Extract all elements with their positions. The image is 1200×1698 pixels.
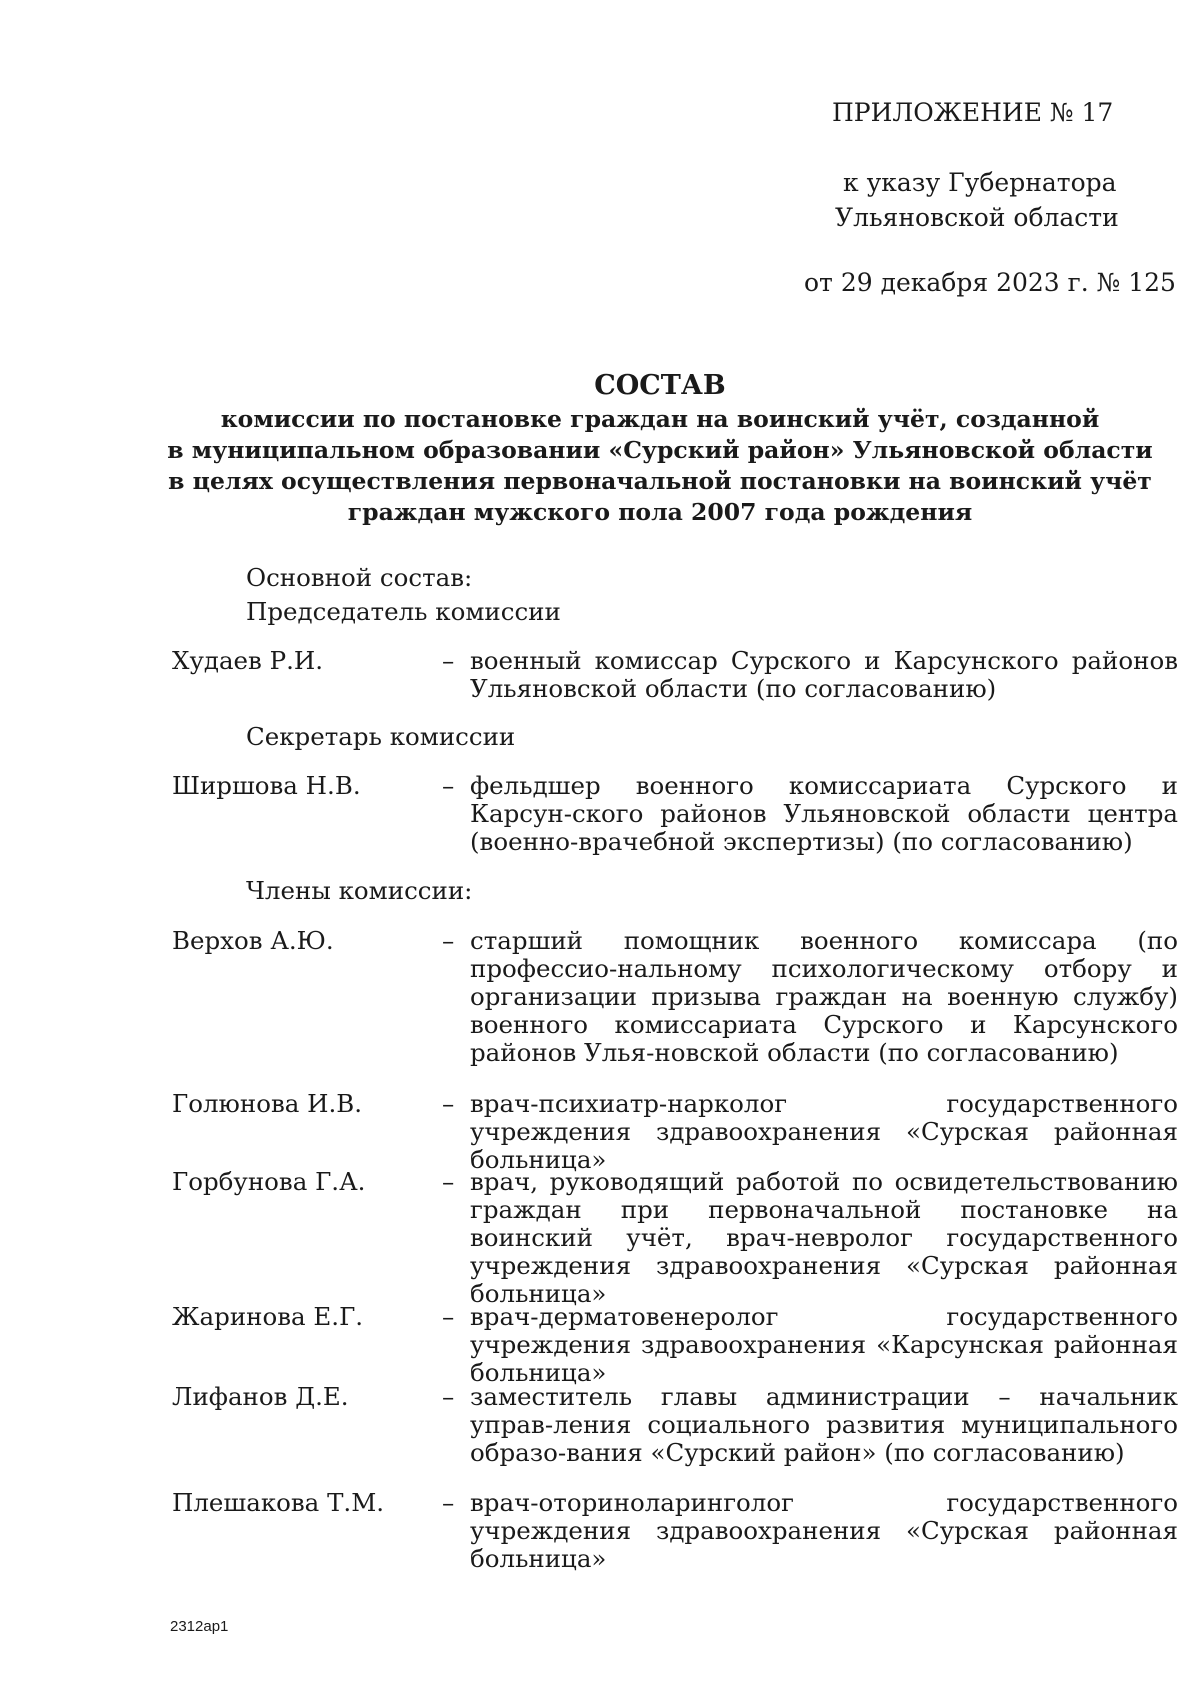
member-name: Жаринова Е.Г. <box>172 1302 364 1331</box>
member-dash: – <box>442 1382 455 1411</box>
section-chairman: Председатель комиссии <box>246 597 561 626</box>
member-name: Верхов А.Ю. <box>172 926 334 955</box>
section-main-composition: Основной состав: <box>246 563 473 592</box>
document-title <box>160 368 1160 528</box>
member-dash: – <box>442 646 455 675</box>
section-members: Члены комиссии: <box>246 876 473 905</box>
title-main: СОСТАВ <box>594 370 726 401</box>
member-role: врач, руководящий работой по освидетельствованию граждан при первоначальной постановке на воинский учёт, врач-невролог государственного учреждения здравоохранения «Сурская районная больница» <box>470 1167 1178 1308</box>
member-dash: – <box>442 1488 455 1517</box>
appendix-number: ПРИЛОЖЕНИЕ № 17 <box>832 98 1114 127</box>
decree-date: от 29 декабря 2023 г. № 125 <box>804 268 1176 297</box>
section-secretary: Секретарь комиссии <box>246 722 516 751</box>
member-role: врач-оториноларинголог государственного учреждения здравоохранения «Сурская районная больница» <box>470 1488 1178 1573</box>
member-name: Горбунова Г.А. <box>172 1167 366 1196</box>
member-role: заместитель главы администрации – начальник управ-ления социального развития муниципального образо-вания «Сурский район» (по согласованию) <box>470 1382 1178 1467</box>
member-dash: – <box>442 1167 455 1196</box>
title-line1: комиссии по постановке граждан на воинский учёт, созданной <box>220 405 1100 433</box>
member-role: военный комиссар Сурского и Карсунского районов Ульяновской области (по согласованию) <box>470 646 1178 703</box>
member-dash: – <box>442 926 455 955</box>
member-role: врач-дерматовенеролог государственного учреждения здравоохранения «Карсунская районная больница» <box>470 1302 1178 1387</box>
member-role: фельдшер военного комиссариата Сурского и Карсун-ского районов Ульяновской области центра (военно-врачебной экспертизы) (по согласованию) <box>470 771 1178 856</box>
member-role: старший помощник военного комиссара (по профессио-нальному психологическому отбору и организации призыва граждан на военную службу) военного комиссариата Сурского и Карсунского районов Улья-новской области (по согласованию) <box>470 926 1178 1067</box>
member-dash: – <box>442 1302 455 1331</box>
decree-reference-line1: к указу Губернатора <box>843 168 1117 197</box>
member-name: Ширшова Н.В. <box>172 771 361 800</box>
title-line3: в целях осуществления первоначальной постановки на воинский учёт <box>168 467 1152 495</box>
title-line4: граждан мужского пола 2007 года рождения <box>347 498 973 526</box>
member-name: Лифанов Д.Е. <box>172 1382 349 1411</box>
decree-reference-line2: Ульяновской области <box>835 203 1119 232</box>
member-dash: – <box>442 771 455 800</box>
member-name: Плешакова Т.М. <box>172 1488 385 1517</box>
title-line2: в муниципальном образовании «Сурский район» Ульяновской области <box>167 436 1153 464</box>
member-name: Голюнова И.В. <box>172 1089 363 1118</box>
document-code: 2312ap1 <box>170 1618 229 1635</box>
member-dash: – <box>442 1089 455 1118</box>
member-name: Худаев Р.И. <box>172 646 324 675</box>
member-role: врач-психиатр-нарколог государственного учреждения здравоохранения «Сурская районная больница» <box>470 1089 1178 1174</box>
